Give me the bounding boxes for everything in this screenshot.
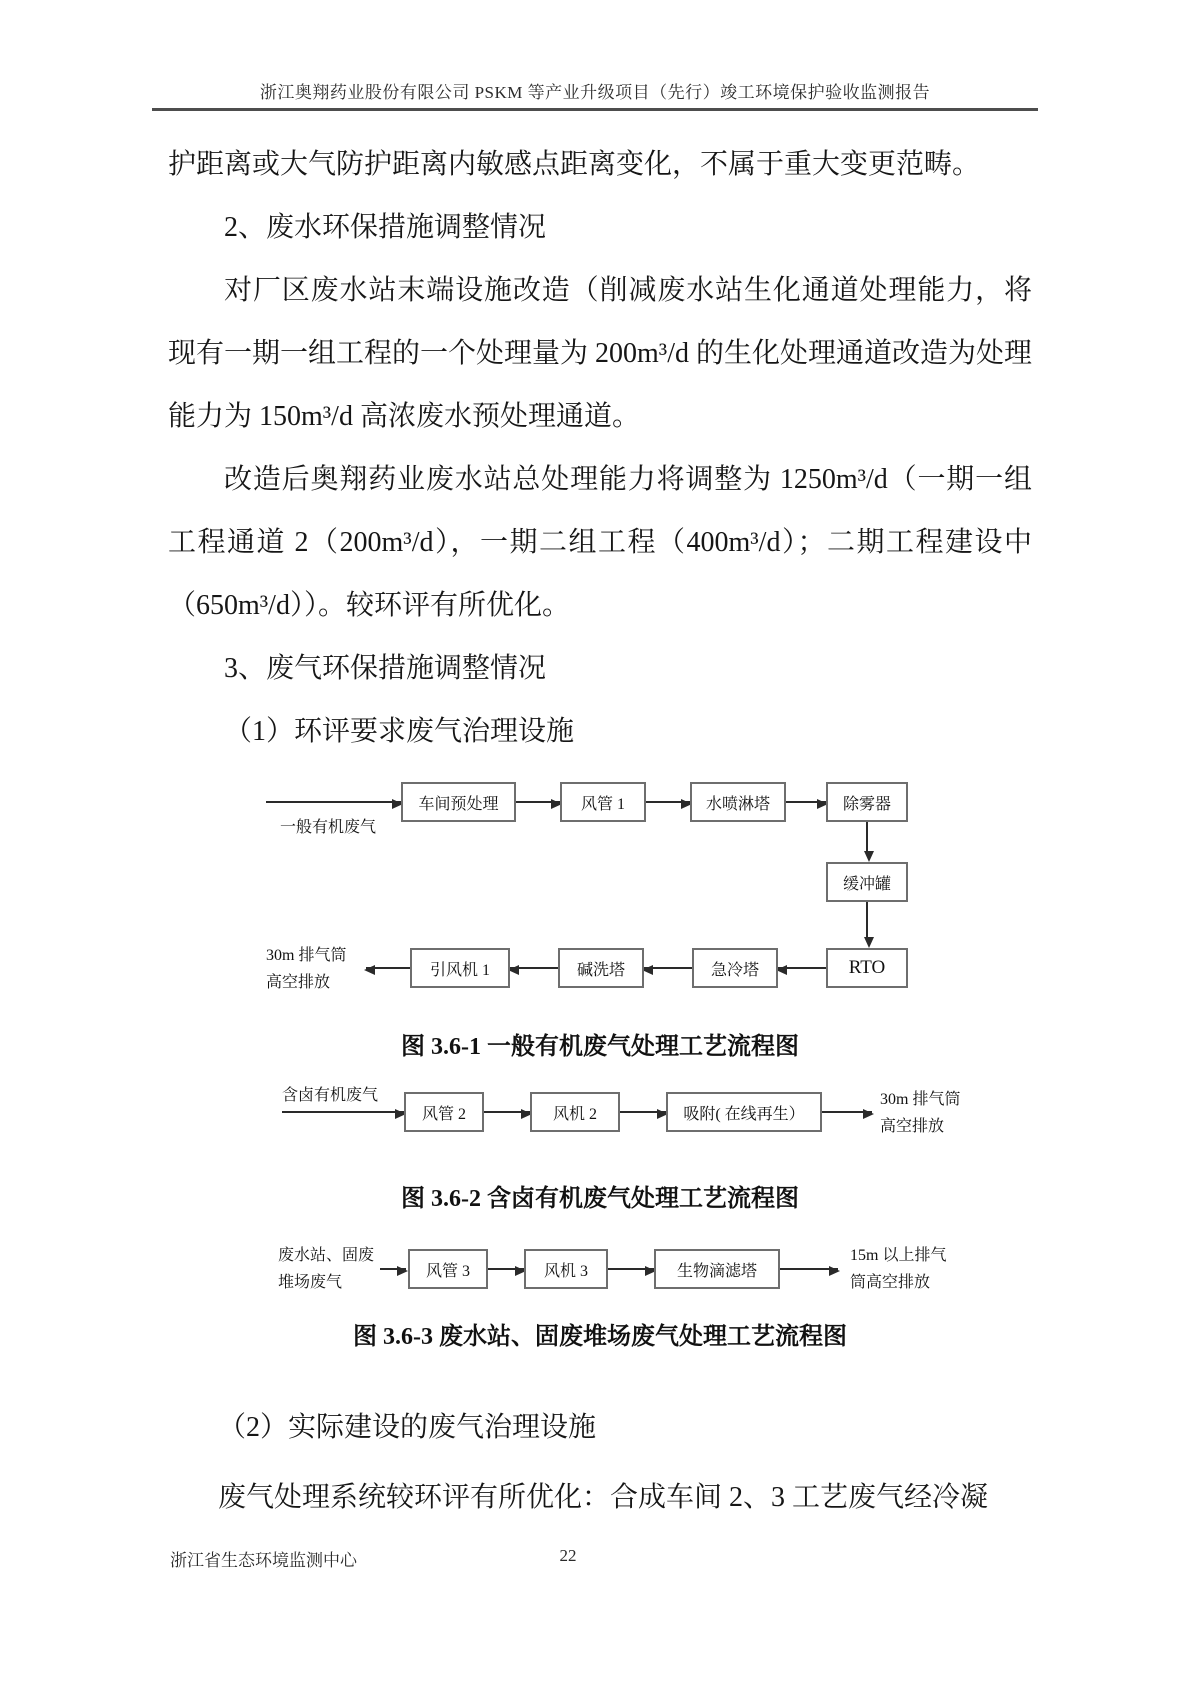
process-box-adsorption-online-regen: 吸附( 在线再生） (666, 1092, 822, 1132)
arrow-right-icon (266, 801, 401, 803)
paragraph-8: 废气处理系统较环评有所优化：合成车间 2、3 工艺废气经冷凝 (218, 1482, 989, 1513)
figure-caption-3-6-2: 图 3.6-2 含卤有机废气处理工艺流程图 (401, 1186, 799, 1212)
paragraph-7-heading: （2）实际建设的废气治理设施 (218, 1412, 597, 1443)
arrow-down-icon (866, 902, 868, 937)
output-label-line2: 筒高空排放 (850, 1274, 931, 1291)
body-text (168, 133, 1032, 763)
arrow-right-icon (620, 1111, 666, 1113)
output-label-line1: 15m 以上排气 (850, 1247, 947, 1264)
flowchart-wastewater-solidwaste-gas (258, 1240, 978, 1304)
output-label (880, 1086, 960, 1140)
output-label-line1: 30m 排气筒 (880, 1091, 961, 1108)
arrow-right-icon (488, 1268, 524, 1270)
arrow-down-icon (866, 822, 868, 851)
arrow-left-icon (778, 967, 826, 969)
paragraph-5-heading: 3、废气环保措施调整情况 (224, 653, 547, 684)
process-box-duct-3: 风管 3 (408, 1249, 488, 1289)
arrow-left-icon (644, 967, 692, 969)
input-label: 含卤有机废气 (282, 1087, 379, 1104)
output-label (850, 1242, 946, 1296)
output-label-line2: 高空排放 (880, 1118, 945, 1135)
arrow-right-icon (786, 801, 826, 803)
arrow-right-icon (608, 1268, 654, 1270)
process-box-fan-3: 风机 3 (524, 1249, 608, 1289)
arrow-right-icon (646, 801, 690, 803)
input-label-line1: 废水站、固废 (278, 1247, 375, 1264)
paragraph-6-heading: （1）环评要求废气治理设施 (224, 716, 575, 747)
arrow-right-icon (780, 1268, 838, 1270)
paragraph-2-heading: 2、废水环保措施调整情况 (224, 212, 547, 243)
process-box-demister: 除雾器 (826, 782, 908, 822)
paragraph-3: 对厂区废水站末端设施改造（削减废水站生化通道处理能力，将现有一期一组工程的一个处理量为 200m³/d 的生化处理通道改造为处理能力为 150m³/d 高浓废水预处理通道。 (168, 275, 1032, 432)
arrow-left-icon (510, 967, 558, 969)
arrow-right-icon (516, 801, 560, 803)
process-box-buffer-tank: 缓冲罐 (826, 862, 908, 902)
footer-organization: 浙江省生态环境监测中心 (170, 1551, 357, 1570)
header-divider (152, 108, 1038, 111)
arrow-right-icon (380, 1268, 406, 1270)
process-box-water-spray-tower: 水喷淋塔 (690, 782, 786, 822)
process-box-workshop-pretreatment: 车间预处理 (401, 782, 516, 822)
arrow-right-icon (282, 1111, 404, 1113)
page-header-title: 浙江奥翔药业股份有限公司 PSKM 等产业升级项目（先行）竣工环境保护验收监测报告 (259, 83, 931, 102)
input-label (278, 1242, 374, 1296)
arrow-right-icon (484, 1111, 530, 1113)
output-label (266, 942, 346, 996)
process-box-alkali-scrub-tower: 碱洗塔 (558, 948, 644, 988)
arrow-left-icon (366, 967, 410, 969)
process-box-duct-2: 风管 2 (404, 1092, 484, 1132)
flowchart-general-organic-gas (258, 772, 958, 1012)
figure-caption-3-6-1: 图 3.6-1 一般有机废气处理工艺流程图 (401, 1034, 799, 1060)
output-label-line2: 高空排放 (266, 974, 331, 991)
paragraph-1: 护距离或大气防护距离内敏感点距离变化，不属于重大变更范畴。 (168, 149, 981, 180)
input-label: 一般有机废气 (280, 819, 377, 836)
arrow-right-icon (822, 1111, 872, 1113)
process-box-quench-tower: 急冷塔 (692, 948, 778, 988)
page-number: 22 (559, 1546, 577, 1565)
process-box-biotrickling-filter: 生物滴滤塔 (654, 1249, 780, 1289)
paragraph-4: 改造后奥翔药业废水站总处理能力将调整为 1250m³/d（一期一组工程通道 2（200m³/d），一期二组工程（400m³/d）；二期工程建设中（650m³/d））。较环评有所优化。 (168, 464, 1032, 621)
process-box-rto: RTO (826, 948, 908, 988)
figure-caption-3-6-3: 图 3.6-3 废水站、固废堆场废气处理工艺流程图 (353, 1324, 847, 1350)
flowchart-halogenated-organic-gas (258, 1082, 978, 1142)
process-box-fan-2: 风机 2 (530, 1092, 620, 1132)
process-box-induced-fan-1: 引风机 1 (410, 948, 510, 988)
output-label-line1: 30m 排气筒 (266, 947, 347, 964)
input-label-line2: 堆场废气 (278, 1274, 343, 1291)
process-box-duct-1: 风管 1 (560, 782, 646, 822)
